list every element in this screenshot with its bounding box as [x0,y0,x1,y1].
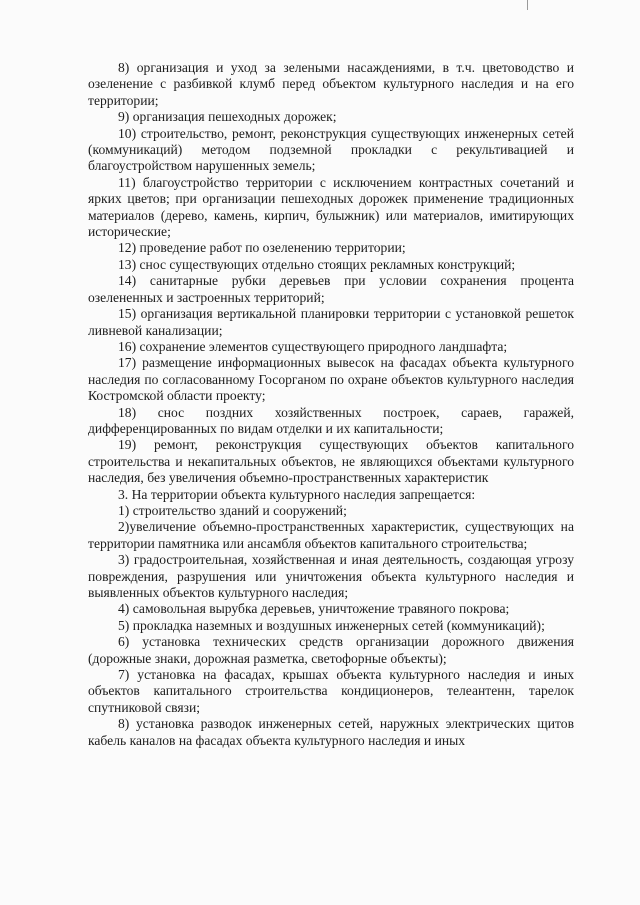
prohibited-item-5-overhead-networks: 5) прокладка наземных и воздушных инженерных сетей (коммуникаций); [118,617,545,633]
paragraph-item-9-footpaths: 9) организация пешеходных дорожек; [118,109,337,125]
paragraph-item-11-landscaping: 11) благоустройство территории с исключением контрастных сочетаний и ярких цветов; при организации пешеходных дорожек применение традиционных материалов (дерево, камень, кирпич, булыжник) или материалов, имитирующих исторические; [88,174,574,240]
paragraph-item-17-signboards: 17) размещение информационных вывесок на фасадах объекта культурного наследия по согласованному Госорганом по охране объектов культурного наследия Костромской области проекту; [88,355,574,404]
paragraph-item-15-vertical-planning: 15) организация вертикальной планировки территории с установкой решеток ливневой канализации; [88,306,574,338]
prohibited-item-6-traffic-devices: 6) установка технических средств организации дорожного движения (дорожные знаки, дорожная разметка, светофорные объекты); [88,634,574,666]
prohibited-item-8-facade-wiring: 8) установка разводок инженерных сетей, наружных электрических щитов кабель каналов на фасадах объекта культурного наследия и иных [88,716,574,748]
paragraph-item-19-repair: 19) ремонт, реконструкция существующих объектов капитального строительства и некапитальных объектов, не являющихся объектами культурного наследия, без увеличения объемно-пространственных характеристик [88,437,574,486]
prohibited-item-4-tree-cutting: 4) самовольная вырубка деревьев, уничтожение травяного покрова; [118,601,510,617]
paragraph-item-16-landscape-preservation: 16) сохранение элементов существующего природного ландшафта; [118,338,508,354]
section-3-heading: 3. На территории объекта культурного наследия запрещается: [118,486,476,502]
document-text [88,60,574,749]
paragraph-item-8-greening: 8) организация и уход за зелеными насаждениями, в т.ч. цветоводство и озеленение с разбивкой клумб перед объектом культурного наследия и на его территории; [88,60,574,108]
scan-edge-mark [527,0,528,10]
paragraph-item-18-demolition: 18) снос поздних хозяйственных построек, сараев, гаражей, дифференцированных по видам отделки и их капитальности; [88,404,574,436]
prohibited-item-2-volume-increase: 2)увеличение объемно-пространственных характеристик, существующих на территории памятника или ансамбля объектов капитального строительства; [88,519,574,551]
paragraph-item-13-billboard-removal: 13) снос существующих отдельно стоящих рекламных конструкций; [118,256,516,272]
paragraph-item-12-greening-works: 12) проведение работ по озеленению территории; [118,240,406,256]
paragraph-item-14-sanitary-felling: 14) санитарные рубки деревьев при условии сохранения процента озелененных и застроенных территорий; [88,273,574,305]
prohibited-item-3-activity: 3) градостроительная, хозяйственная и иная деятельность, создающая угрозу повреждения, разрушения или уничтожения объекта культурного наследия и выявленных объектов культурного наследия; [88,552,574,600]
prohibited-item-7-facade-equipment: 7) установка на фасадах, крышах объекта культурного наследия и иных объектов капитального строительства кондиционеров, телеантенн, тарелок спутниковой связи; [88,667,574,715]
prohibited-item-1-construction: 1) строительство зданий и сооружений; [118,502,347,518]
paragraph-item-10-engineering-networks: 10) строительство, ремонт, реконструкция существующих инженерных сетей (коммуникаций) методом подземной прокладки с рекультивацией и благоустройством нарушенных земель; [88,125,574,174]
